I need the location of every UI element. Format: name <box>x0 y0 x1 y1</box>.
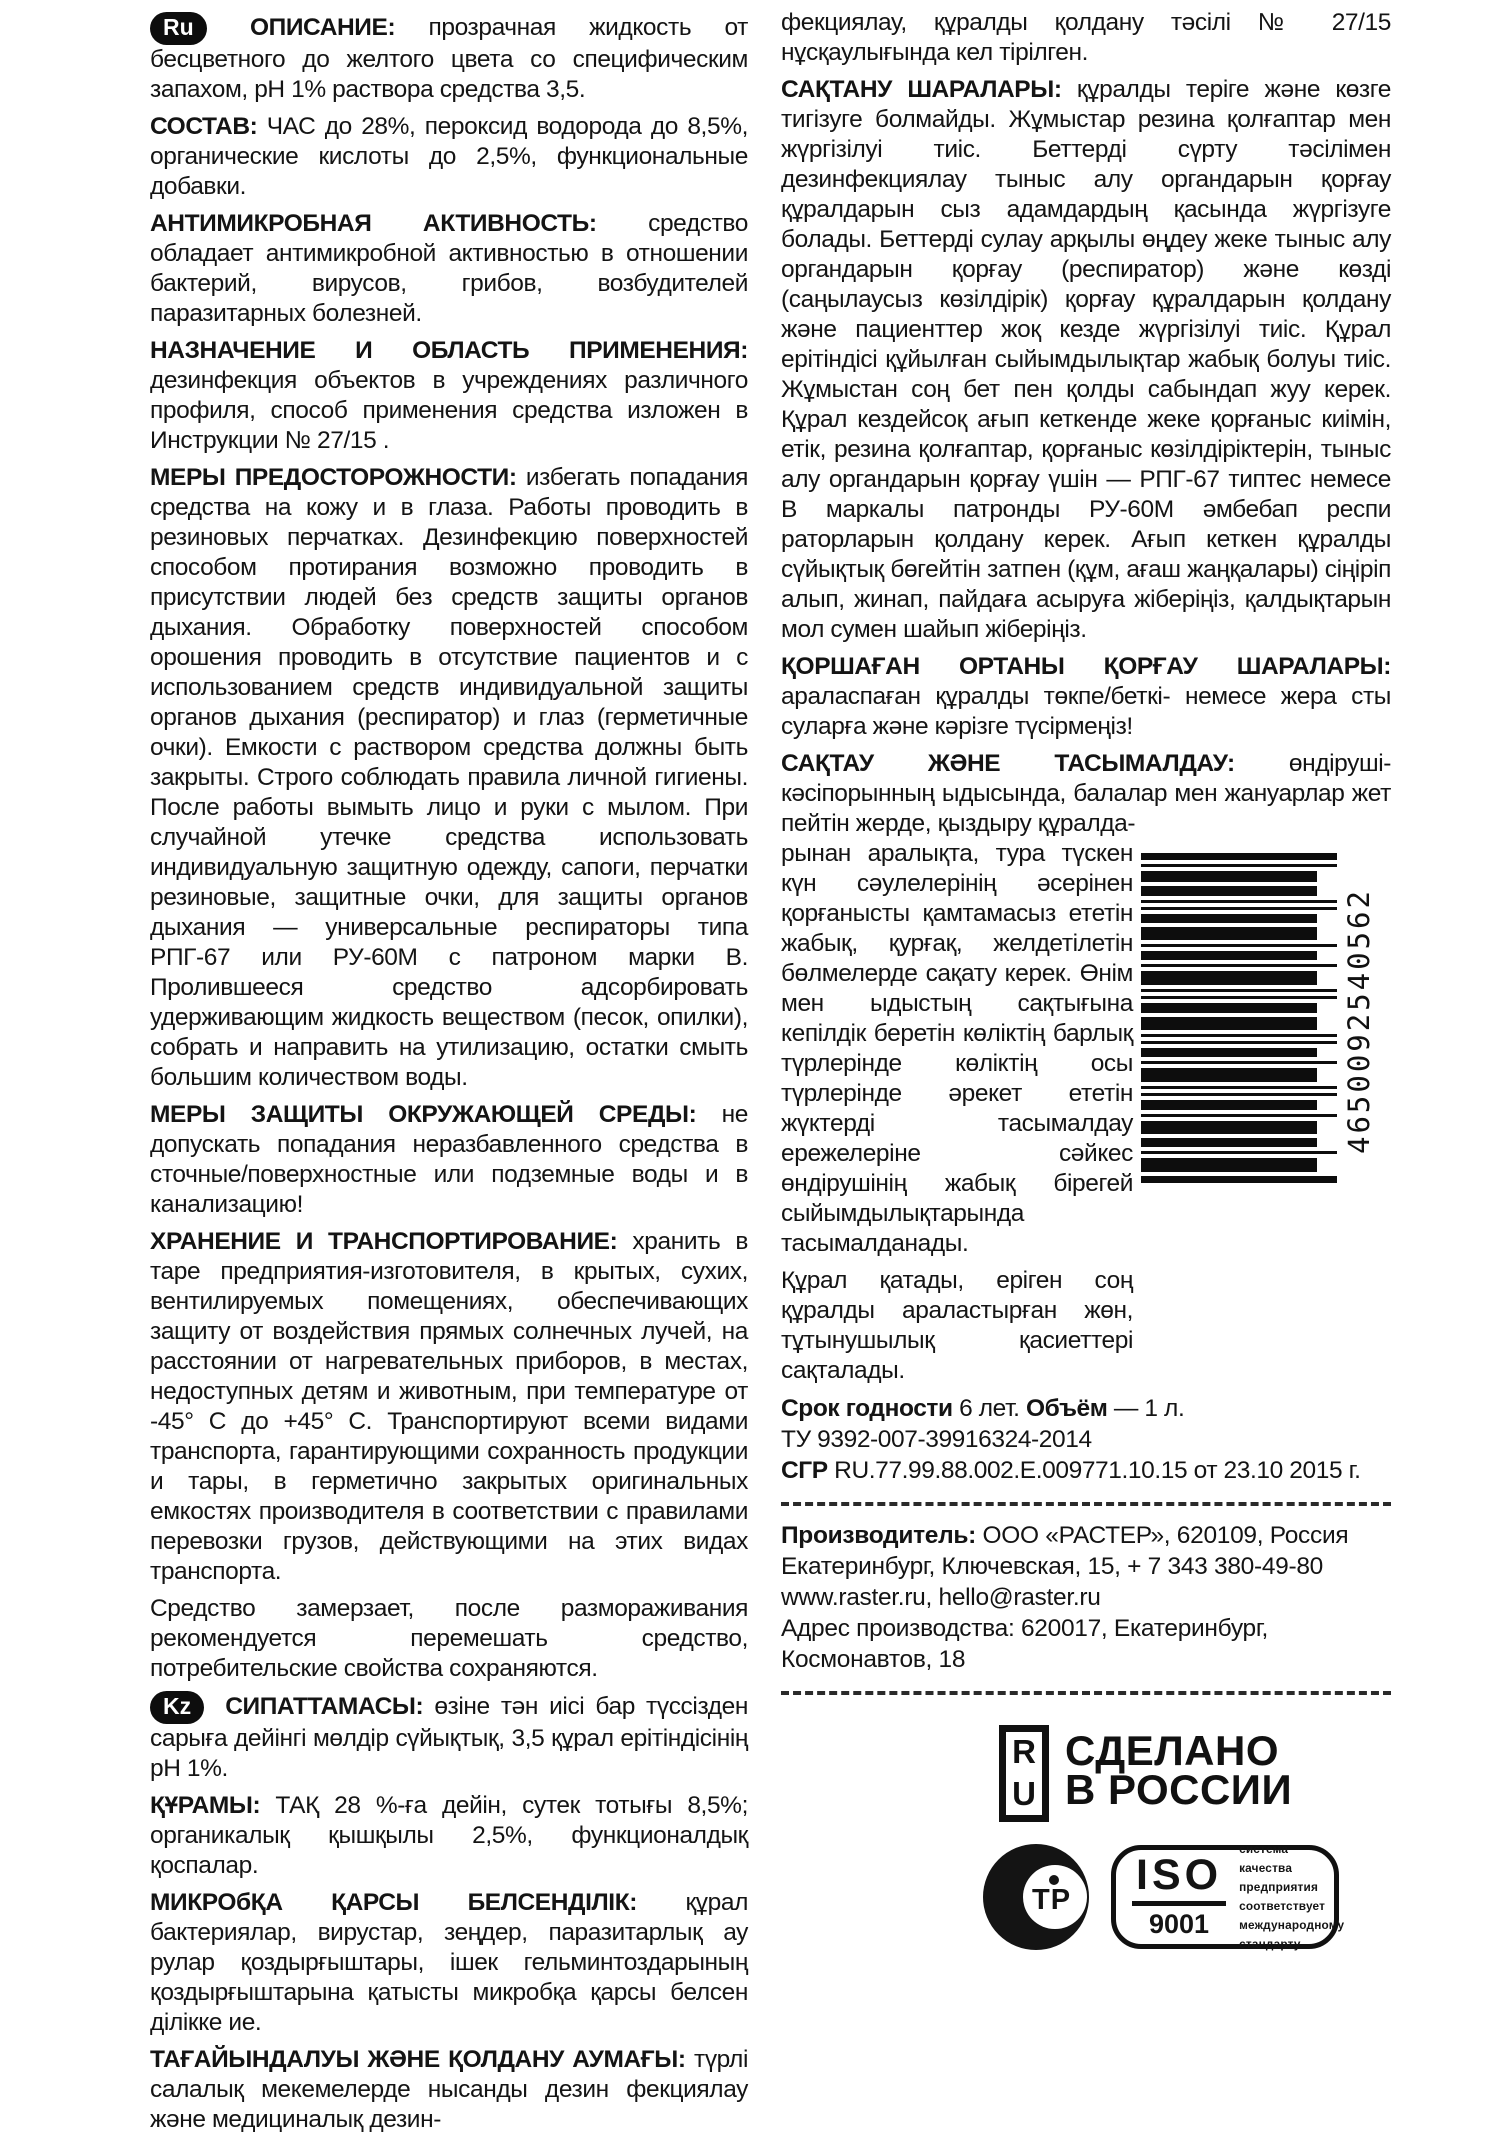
section-body: араласпаған құралды төкпе/беткі- немесе жера сты суларға және кәрізге түсірмеңіз! <box>781 683 1391 740</box>
production-address-label: Адрес производства: <box>781 1615 1015 1642</box>
str-letters: ТР <box>1032 1884 1072 1916</box>
section-heading: НАЗНАЧЕНИЕ И ОБЛАСТЬ ПРИМЕНЕНИЯ: <box>150 337 748 364</box>
section-heading: ҚОРШАҒАН ОРТАНЫ ҚОРҒАУ ШАРАЛАРЫ: <box>781 653 1391 680</box>
iso-description-line: система качества <box>1239 1842 1293 1876</box>
section-body: фекциялау, құралды қолдану тәсілі № 27/15 нұсқаулығында кел тірілген. <box>781 9 1391 66</box>
section-description-ru <box>150 12 748 105</box>
section-heading: МИКРОбҚА ҚАРСЫ БЕЛСЕНДІЛІК: <box>150 1889 638 1916</box>
iso-9001-badge <box>1111 1842 1345 1951</box>
section-heading: САҚТАНУ ШАРАЛАРЫ: <box>781 76 1062 103</box>
made-in-russia-logo <box>999 1725 1391 1822</box>
section-body: Средство замерзает, после размораживания рекомендуется перемешать средство, потребительские свойства сохраняются. <box>150 1595 748 1682</box>
production-address-value: 620017, Екатеринбург, Космонавтов, 18 <box>781 1615 1268 1673</box>
manufacturer-web-line: www.raster.ru, hello@raster.ru <box>781 1584 1101 1611</box>
section-purpose-kz-continuation <box>781 8 1391 68</box>
sgr-number-line <box>781 1455 1391 1486</box>
production-address-line <box>781 1613 1391 1675</box>
section-precautions-ru <box>150 463 748 1093</box>
made-in-russia-text <box>1065 1725 1292 1822</box>
section-storage-ru <box>150 1227 748 1587</box>
section-description-kz <box>150 1691 748 1784</box>
shelf-life-label: Срок годности <box>781 1395 953 1422</box>
section-thaw-note-kz: Құрал қатады, еріген соң құралды араластырған жөн, тұтынушылық қасиеттері сақталады. <box>781 1267 1133 1384</box>
kz-language-badge: Kz <box>150 1691 204 1724</box>
iso-word: ISO <box>1132 1854 1226 1906</box>
section-body: құрал бактериялар, вирустар, зеңдер, паразитарлық ау рулар қоздырғыштары, ішек гельминтоздарының қоздырғыштарына қатысты микробқа қарсы белсен ділікке ие. <box>150 1889 748 2036</box>
barcode-bars <box>1141 853 1337 1187</box>
dashed-divider-top <box>781 1502 1391 1506</box>
volume-value: — 1 л. <box>1113 1395 1185 1422</box>
manufacturer-block <box>781 1520 1391 1675</box>
iso-description-line: международному <box>1239 1917 1345 1932</box>
section-heading: ХРАНЕНИЕ И ТРАНСПОРТИРОВАНИЕ: <box>150 1228 618 1255</box>
section-body: өндіруші-кәсіпорынның ыдысында, балалар мен жануарлар жет пейтін жерде, қыздыру құралда- <box>781 750 1391 837</box>
sgr-label: СГР <box>781 1457 828 1484</box>
section-antimicrobial-ru <box>150 209 748 329</box>
manufacturer-address-line: Екатеринбург, Ключевская, 15, + 7 343 380-49-80 <box>781 1553 1323 1580</box>
section-body: хранить в таре предприятия-изготовителя, в крытых, сухих, вентилируемых помещениях, обеспечивающих защиту от воздействия прямых солнечных лучей, на расстоянии от нагревательных приборов, в местах, недоступных детям и животным, при температуре от -45° С до +45° С. Транспортируют всеми видами транспорта, гарантирующими сохранность продукции и тары, в герметично закрытых оригинальных емкостях производителя в соответствии с правилами перевозки грузов, действующими на этих видах транспорта. <box>150 1228 748 1585</box>
section-storage-kz <box>781 749 1391 839</box>
section-safety-kz <box>781 75 1391 645</box>
section-heading: САҚТАУ ЖӘНЕ ТАСЫМАЛДАУ: <box>781 750 1235 777</box>
ru-letters-icon <box>999 1725 1049 1822</box>
barcode-digits: 4650092540562 <box>1342 888 1376 1154</box>
section-heading: СИПАТТАМАСЫ: <box>225 1693 424 1720</box>
ru-letter-r: R <box>1012 1733 1036 1770</box>
manufacturer-line <box>781 1520 1391 1551</box>
section-heading: ТАҒАЙЫНДАЛУЫ ЖӘНЕ ҚОЛДАНУ АУМАҒЫ: <box>150 2046 686 2073</box>
section-body: өзіне тән иісі бар түссізден сарыға дейінгі мөлдір сүйықтық, 3,5 құрал ерітіндісінің pH 1%. <box>150 1693 748 1782</box>
shelf-life-volume-line <box>781 1393 1391 1424</box>
barcode <box>1133 853 1391 1198</box>
manufacturer-label: Производитель: <box>781 1522 976 1549</box>
storage-text-and-barcode-row <box>781 839 1391 1393</box>
section-freezing-note-ru <box>150 1594 748 1684</box>
iso-description-line: соответствует <box>1239 1899 1326 1913</box>
left-column <box>150 12 748 2142</box>
section-body: ТАҚ 28 %-ға дейін, сутек тотығы 8,5%; органикалық қышқылы 2,5%, функционалдық қоспалар. <box>150 1792 748 1879</box>
section-environment-kz <box>781 652 1391 742</box>
storage-narrow-text <box>781 839 1133 1393</box>
section-body: прозрачная жидкость от бесцветного до желтого цвета со специфическим запахом, pH 1% раствора средства 3,5. <box>150 14 748 103</box>
section-body: құралды теріге және көзге тигізуге болмайды. Жұмыстар резина қолғаптар мен жүргізілуі тиіс. Беттерді сүрту тәсілімен дезинфекциялау тыныс алу органдарын қорғау құралдарын сыз адамдардың қасында жүргізуге болады. Беттерді сулау арқылы өңдеу жеке тыныс алу органдарын қорғау (респиратор) және көзді (саңылаусыз көзілдірік) қорғау құралдарын қолдану және пациенттер жоқ кезде жүргізілуі тиіс. Құрал ерітіндісі құйылған сыйымдылықтар жабық болуы тиіс. Жұмыстан соң бет пен қолды сабындап жуу керек. Құрал кездейсоқ ағып кеткенде жеке қорғаныс киімін, етік, резина қолғаптар, қорғаныс көзілдіріктерін, тыныс алу органдарын қорғау үшін — РПГ-67 типтес немесе В маркалы патронды РУ-60М әмбебап респи раторларын қолдану керек. Ағып кеткен құралды сүйықтық бөгейтін затпен (құм, ағаш жаңқалары) сіңіріп алып, жинап, пайдаға асыруға жіберіңіз, қалдықтарын мол сумен шайып жіберіңіз. <box>781 76 1391 643</box>
section-body: избегать попадания средства на кожу и в глаза. Работы проводить в резиновых перчатках. Дезинфекцию поверхностей способом протирания возможно проводить в присутствии людей без средств защиты органов дыхания. Обработку поверхностей способом орошения проводить в отсутствие пациентов и с использованием средств индивидуальной защиты органов дыхания (респиратор) и глаз (герметичные очки). Емкости с раствором средства должны быть закрыты. Строго соблюдать правила личной гигиены. После работы вымыть лицо и руки с мылом. При случайной утечке средства использовать индивидуальную защитную одежду, сапоги, перчатки резиновые, защитные очки, для защиты органов дыхания — универсальные респираторы типа РПГ-67 или РУ-60М с патроном марки В. Пролившееся средство адсорбировать удерживающим жидкость веществом (песок, опилки), собрать и направить на утилизацию, остатки смыть большим количеством воды. <box>150 464 748 1091</box>
made-in-russia-line1: СДЕЛАНО <box>1065 1727 1280 1774</box>
section-heading: АНТИМИКРОБНАЯ АКТИВНОСТЬ: <box>150 210 597 237</box>
section-storage-kz-narrow: рынан аралықта, тура түскен күн сәулелерінің әсерінен қорғанысты қамтамасыз ететін жабық, қурғақ, желдетілетін бөлмелерде сақату керек. Өнім мен ыдыстың сақтығына кепілдік беретін көліктің барлық түрлерінде көліктің осы түрлерінде әрекет ететін жүктерді тасымалдау ережелеріне сәйкес өндірушінің жабық бірегей сыйымдылықтарында тасымалданады. <box>781 840 1133 1257</box>
section-purpose-kz <box>150 2045 748 2135</box>
made-in-russia-line2: В РОССИИ <box>1065 1766 1293 1814</box>
right-column <box>781 8 1391 1950</box>
section-heading: МЕРЫ ЗАЩИТЫ ОКРУЖАЮЩЕЙ СРЕДЫ: <box>150 1101 697 1128</box>
section-heading: СОСТАВ: <box>150 113 258 140</box>
sgr-value: RU.77.99.88.002.Е.009771.10.15 от 23.10 2015 г. <box>834 1457 1361 1484</box>
section-composition-kz <box>150 1791 748 1881</box>
dashed-divider-bottom <box>781 1691 1391 1695</box>
ru-language-badge: Ru <box>150 12 207 45</box>
section-purpose-ru <box>150 336 748 456</box>
section-environment-ru <box>150 1100 748 1220</box>
section-heading: ОПИСАНИЕ: <box>249 14 396 41</box>
iso-left <box>1132 1850 1226 1940</box>
iso-number: 9001 <box>1149 1908 1210 1939</box>
volume-label: Объём <box>1026 1395 1108 1422</box>
tu-number-line: ТУ 9392-007-39916324-2014 <box>781 1426 1092 1453</box>
certification-marks <box>983 1844 1391 1950</box>
section-body: ЧАС до 28%, пероксид водорода до 8,5%, органические кислоты до 2,5%, функциональные добавки. <box>150 113 748 200</box>
iso-description-line: стандарту <box>1239 1936 1301 1951</box>
iso-description-line: предприятия <box>1239 1880 1319 1895</box>
section-body: түрлі салалық мекемелерде нысанды дезин фекциялау және медициналық дезин- <box>150 2046 748 2133</box>
section-body: средство обладает антимикробной активностью в отношении бактерий, вирусов, грибов, возбудителей паразитарных болезней. <box>150 210 748 327</box>
section-body: дезинфекция объектов в учреждениях различного профиля, способ применения средства изложен в Инструкции № 27/15 . <box>150 367 748 454</box>
section-heading: МЕРЫ ПРЕДОСТОРОЖНОСТИ: <box>150 464 517 491</box>
shelf-life-value: 6 лет. <box>959 1395 1020 1422</box>
str-certification-icon <box>983 1844 1089 1950</box>
iso-description <box>1239 1840 1344 1953</box>
section-body: не допускать попадания неразбавленного средства в сточные/поверхностные или подземные воды и в канализацию! <box>150 1101 748 1218</box>
ru-letter-u: U <box>1012 1775 1036 1812</box>
section-heading: ҚҰРАМЫ: <box>150 1792 261 1819</box>
section-antimicrobial-kz <box>150 1888 748 2038</box>
section-composition-ru <box>150 112 748 202</box>
manufacturer-name: ООО «РАСТЕР», 620109, Россия <box>982 1522 1349 1549</box>
